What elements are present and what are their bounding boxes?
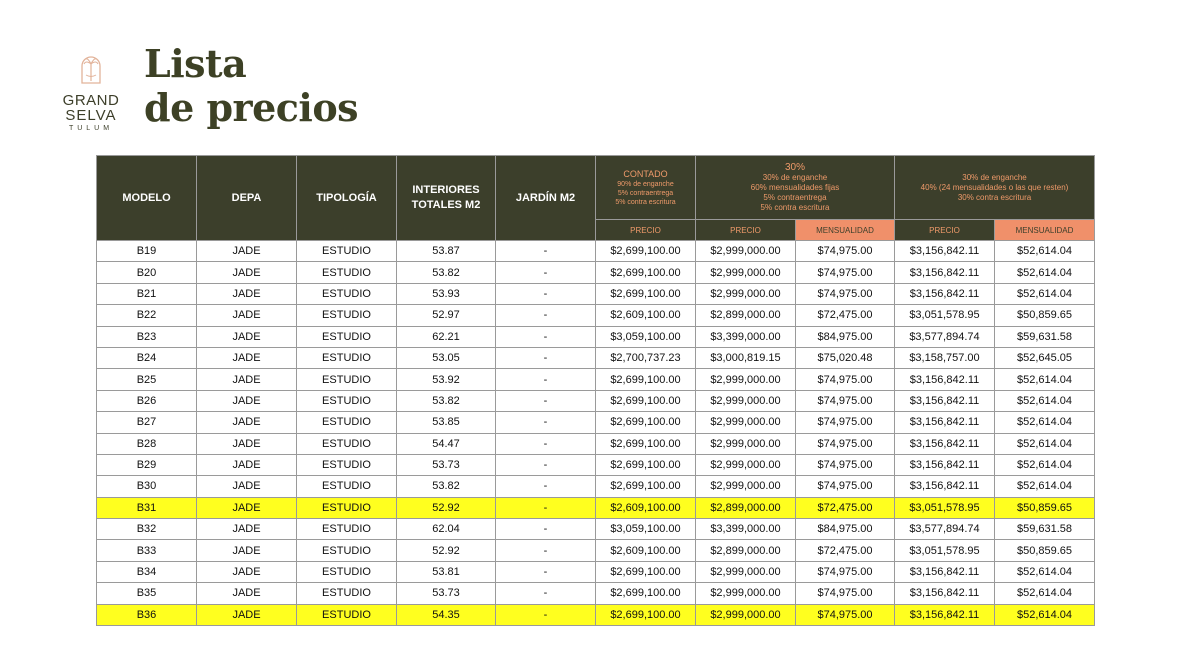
interiores-line2: TOTALES M2 bbox=[411, 199, 481, 211]
cell-plan40-precio: $3,156,842.11 bbox=[895, 454, 995, 475]
brand-name-line2: SELVA bbox=[65, 107, 117, 124]
group-header-plan40 bbox=[895, 156, 1095, 220]
cell-plan30-mensualidad: $74,975.00 bbox=[796, 433, 895, 454]
cell-modelo: B33 bbox=[97, 540, 197, 561]
contado-line3: 5% contra escritura bbox=[615, 198, 676, 206]
cell-interiores: 53.93 bbox=[397, 283, 496, 304]
cell-plan40-mensualidad: $52,614.04 bbox=[995, 561, 1095, 582]
cell-plan30-mensualidad: $84,975.00 bbox=[796, 519, 895, 540]
cell-plan30-mensualidad: $74,975.00 bbox=[796, 583, 895, 604]
cell-tipologia: ESTUDIO bbox=[297, 561, 397, 582]
cell-interiores: 53.82 bbox=[397, 476, 496, 497]
cell-plan30-precio: $2,999,000.00 bbox=[696, 561, 796, 582]
cell-plan40-precio: $3,156,842.11 bbox=[895, 283, 995, 304]
table-row bbox=[97, 476, 1095, 497]
table-row bbox=[97, 433, 1095, 454]
cell-plan30-precio: $2,999,000.00 bbox=[696, 241, 796, 262]
page-title bbox=[144, 42, 358, 130]
cell-plan40-mensualidad: $52,614.04 bbox=[995, 433, 1095, 454]
cell-plan40-mensualidad: $52,614.04 bbox=[995, 604, 1095, 625]
group-header-contado bbox=[596, 156, 696, 220]
cell-jardin: - bbox=[496, 262, 596, 283]
cell-plan40-precio: $3,156,842.11 bbox=[895, 583, 995, 604]
cell-plan30-precio: $2,899,000.00 bbox=[696, 497, 796, 518]
cell-jardin: - bbox=[496, 283, 596, 304]
cell-depa: JADE bbox=[197, 604, 297, 625]
cell-plan40-mensualidad: $59,631.58 bbox=[995, 519, 1095, 540]
cell-contado-precio: $2,699,100.00 bbox=[596, 390, 696, 411]
cell-depa: JADE bbox=[197, 326, 297, 347]
cell-tipologia: ESTUDIO bbox=[297, 305, 397, 326]
cell-plan40-precio: $3,156,842.11 bbox=[895, 476, 995, 497]
cell-tipologia: ESTUDIO bbox=[297, 369, 397, 390]
cell-plan40-precio: $3,156,842.11 bbox=[895, 604, 995, 625]
cell-plan30-precio: $3,399,000.00 bbox=[696, 519, 796, 540]
cell-tipologia: ESTUDIO bbox=[297, 519, 397, 540]
cell-plan40-precio: $3,051,578.95 bbox=[895, 540, 995, 561]
table-row bbox=[97, 241, 1095, 262]
cell-plan30-precio: $2,999,000.00 bbox=[696, 454, 796, 475]
cell-modelo: B30 bbox=[97, 476, 197, 497]
cell-interiores: 62.21 bbox=[397, 326, 496, 347]
cell-interiores: 53.82 bbox=[397, 262, 496, 283]
cell-interiores: 62.04 bbox=[397, 519, 496, 540]
cell-tipologia: ESTUDIO bbox=[297, 241, 397, 262]
cell-plan30-mensualidad: $72,475.00 bbox=[796, 540, 895, 561]
cell-tipologia: ESTUDIO bbox=[297, 433, 397, 454]
cell-plan40-precio: $3,577,894.74 bbox=[895, 519, 995, 540]
cell-depa: JADE bbox=[197, 561, 297, 582]
table-row bbox=[97, 497, 1095, 518]
cell-jardin: - bbox=[496, 390, 596, 411]
cell-contado-precio: $3,059,100.00 bbox=[596, 519, 696, 540]
cell-plan30-mensualidad: $72,475.00 bbox=[796, 305, 895, 326]
table-row bbox=[97, 583, 1095, 604]
cell-plan40-precio: $3,156,842.11 bbox=[895, 241, 995, 262]
cell-plan40-mensualidad: $52,614.04 bbox=[995, 283, 1095, 304]
cell-plan30-mensualidad: $74,975.00 bbox=[796, 241, 895, 262]
cell-jardin: - bbox=[496, 326, 596, 347]
interiores-line1: INTERIORES bbox=[412, 184, 480, 196]
cell-plan30-precio: $2,999,000.00 bbox=[696, 369, 796, 390]
cell-plan40-mensualidad: $50,859.65 bbox=[995, 540, 1095, 561]
cell-modelo: B31 bbox=[97, 497, 197, 518]
cell-plan40-precio: $3,156,842.11 bbox=[895, 412, 995, 433]
cell-tipologia: ESTUDIO bbox=[297, 390, 397, 411]
cell-plan30-mensualidad: $74,975.00 bbox=[796, 412, 895, 433]
col-header-jardin: JARDÍN M2 bbox=[496, 156, 596, 241]
cell-interiores: 53.92 bbox=[397, 369, 496, 390]
cell-modelo: B32 bbox=[97, 519, 197, 540]
subheader-plan30-mensualidad: MENSUALIDAD bbox=[796, 220, 895, 241]
cell-contado-precio: $3,059,100.00 bbox=[596, 326, 696, 347]
cell-interiores: 53.87 bbox=[397, 241, 496, 262]
cell-tipologia: ESTUDIO bbox=[297, 326, 397, 347]
cell-tipologia: ESTUDIO bbox=[297, 412, 397, 433]
cell-plan30-mensualidad: $84,975.00 bbox=[796, 326, 895, 347]
cell-contado-precio: $2,609,100.00 bbox=[596, 497, 696, 518]
plan30-line2: 60% mensualidades fijas bbox=[750, 183, 840, 192]
subheader-plan40-mensualidad: MENSUALIDAD bbox=[995, 220, 1095, 241]
cell-jardin: - bbox=[496, 412, 596, 433]
cell-modelo: B27 bbox=[97, 412, 197, 433]
table-row bbox=[97, 369, 1095, 390]
cell-plan30-precio: $2,999,000.00 bbox=[696, 433, 796, 454]
cell-modelo: B21 bbox=[97, 283, 197, 304]
brand-location: TULUM bbox=[68, 125, 114, 132]
group-header-plan30 bbox=[696, 156, 895, 220]
cell-plan40-mensualidad: $52,614.04 bbox=[995, 369, 1095, 390]
cell-plan30-mensualidad: $72,475.00 bbox=[796, 497, 895, 518]
cell-contado-precio: $2,609,100.00 bbox=[596, 305, 696, 326]
table-row bbox=[97, 519, 1095, 540]
cell-jardin: - bbox=[496, 433, 596, 454]
cell-plan30-precio: $2,999,000.00 bbox=[696, 476, 796, 497]
cell-plan40-precio: $3,156,842.11 bbox=[895, 433, 995, 454]
cell-interiores: 54.47 bbox=[397, 433, 496, 454]
cell-interiores: 52.97 bbox=[397, 305, 496, 326]
cell-contado-precio: $2,700,737.23 bbox=[596, 347, 696, 368]
cell-contado-precio: $2,699,100.00 bbox=[596, 262, 696, 283]
header-row bbox=[97, 156, 1095, 220]
cell-depa: JADE bbox=[197, 305, 297, 326]
cell-jardin: - bbox=[496, 497, 596, 518]
cell-tipologia: ESTUDIO bbox=[297, 497, 397, 518]
cell-contado-precio: $2,699,100.00 bbox=[596, 454, 696, 475]
cell-interiores: 53.05 bbox=[397, 347, 496, 368]
cell-plan40-mensualidad: $52,614.04 bbox=[995, 476, 1095, 497]
cell-contado-precio: $2,699,100.00 bbox=[596, 241, 696, 262]
subheader-plan30-precio: PRECIO bbox=[696, 220, 796, 241]
cell-modelo: B19 bbox=[97, 241, 197, 262]
col-header-modelo: MODELO bbox=[97, 156, 197, 241]
cell-plan30-precio: $2,999,000.00 bbox=[696, 390, 796, 411]
cell-modelo: B29 bbox=[97, 454, 197, 475]
table-row bbox=[97, 604, 1095, 625]
title-line1: Lista bbox=[144, 41, 247, 86]
table-row bbox=[97, 283, 1095, 304]
cell-depa: JADE bbox=[197, 519, 297, 540]
cell-plan30-mensualidad: $74,975.00 bbox=[796, 561, 895, 582]
cell-jardin: - bbox=[496, 369, 596, 390]
cell-jardin: - bbox=[496, 347, 596, 368]
cell-tipologia: ESTUDIO bbox=[297, 454, 397, 475]
cell-depa: JADE bbox=[197, 283, 297, 304]
cell-plan30-precio: $2,899,000.00 bbox=[696, 305, 796, 326]
plan30-line1: 30% de enganche bbox=[762, 173, 828, 182]
cell-plan30-precio: $2,999,000.00 bbox=[696, 262, 796, 283]
cell-interiores: 52.92 bbox=[397, 497, 496, 518]
contado-line1: 90% de enganche bbox=[617, 180, 674, 188]
cell-modelo: B20 bbox=[97, 262, 197, 283]
cell-plan30-precio: $3,000,819.15 bbox=[696, 347, 796, 368]
cell-tipologia: ESTUDIO bbox=[297, 262, 397, 283]
cell-plan30-precio: $2,999,000.00 bbox=[696, 604, 796, 625]
title-line2: de precios bbox=[144, 85, 359, 130]
cell-jardin: - bbox=[496, 583, 596, 604]
cell-depa: JADE bbox=[197, 412, 297, 433]
cell-plan30-mensualidad: $74,975.00 bbox=[796, 262, 895, 283]
cell-depa: JADE bbox=[197, 540, 297, 561]
cell-plan40-precio: $3,577,894.74 bbox=[895, 326, 995, 347]
cell-contado-precio: $2,609,100.00 bbox=[596, 540, 696, 561]
cell-plan40-mensualidad: $52,614.04 bbox=[995, 583, 1095, 604]
cell-interiores: 53.85 bbox=[397, 412, 496, 433]
cell-contado-precio: $2,699,100.00 bbox=[596, 561, 696, 582]
cell-jardin: - bbox=[496, 561, 596, 582]
cell-tipologia: ESTUDIO bbox=[297, 476, 397, 497]
table-row bbox=[97, 347, 1095, 368]
table-row bbox=[97, 561, 1095, 582]
cell-plan30-mensualidad: $74,975.00 bbox=[796, 454, 895, 475]
price-table bbox=[96, 155, 1095, 626]
cell-jardin: - bbox=[496, 305, 596, 326]
cell-plan30-mensualidad: $75,020.48 bbox=[796, 347, 895, 368]
cell-plan40-precio: $3,158,757.00 bbox=[895, 347, 995, 368]
table-row bbox=[97, 540, 1095, 561]
cell-depa: JADE bbox=[197, 583, 297, 604]
cell-plan30-precio: $3,399,000.00 bbox=[696, 326, 796, 347]
cell-plan30-mensualidad: $74,975.00 bbox=[796, 390, 895, 411]
cell-modelo: B23 bbox=[97, 326, 197, 347]
cell-modelo: B26 bbox=[97, 390, 197, 411]
cell-modelo: B35 bbox=[97, 583, 197, 604]
table-row bbox=[97, 454, 1095, 475]
table-row bbox=[97, 305, 1095, 326]
cell-tipologia: ESTUDIO bbox=[297, 283, 397, 304]
cell-depa: JADE bbox=[197, 433, 297, 454]
cell-depa: JADE bbox=[197, 347, 297, 368]
cell-modelo: B22 bbox=[97, 305, 197, 326]
table-row bbox=[97, 412, 1095, 433]
cell-plan30-mensualidad: $74,975.00 bbox=[796, 604, 895, 625]
table-row bbox=[97, 262, 1095, 283]
cell-tipologia: ESTUDIO bbox=[297, 583, 397, 604]
cell-interiores: 53.73 bbox=[397, 454, 496, 475]
cell-jardin: - bbox=[496, 241, 596, 262]
palm-emblem-icon bbox=[78, 50, 104, 86]
cell-depa: JADE bbox=[197, 497, 297, 518]
cell-interiores: 53.73 bbox=[397, 583, 496, 604]
cell-plan30-mensualidad: $74,975.00 bbox=[796, 369, 895, 390]
cell-jardin: - bbox=[496, 519, 596, 540]
cell-plan40-mensualidad: $59,631.58 bbox=[995, 326, 1095, 347]
cell-interiores: 53.82 bbox=[397, 390, 496, 411]
cell-interiores: 54.35 bbox=[397, 604, 496, 625]
cell-contado-precio: $2,699,100.00 bbox=[596, 604, 696, 625]
contado-line2: 5% contraentrega bbox=[617, 189, 674, 197]
cell-plan40-precio: $3,051,578.95 bbox=[895, 497, 995, 518]
brand-name-line1: GRAND bbox=[62, 92, 120, 109]
plan40-line2: 40% (24 mensualidades o las que resten) bbox=[920, 182, 1069, 192]
cell-plan30-mensualidad: $74,975.00 bbox=[796, 283, 895, 304]
cell-contado-precio: $2,699,100.00 bbox=[596, 583, 696, 604]
cell-contado-precio: $2,699,100.00 bbox=[596, 476, 696, 497]
cell-contado-precio: $2,699,100.00 bbox=[596, 412, 696, 433]
cell-depa: JADE bbox=[197, 241, 297, 262]
cell-plan30-precio: $2,999,000.00 bbox=[696, 283, 796, 304]
cell-jardin: - bbox=[496, 454, 596, 475]
cell-plan40-precio: $3,156,842.11 bbox=[895, 262, 995, 283]
table-row bbox=[97, 390, 1095, 411]
cell-plan40-mensualidad: $50,859.65 bbox=[995, 497, 1095, 518]
brand-logo bbox=[48, 50, 134, 142]
col-header-tipologia: TIPOLOGÍA bbox=[297, 156, 397, 241]
cell-modelo: B24 bbox=[97, 347, 197, 368]
col-header-interiores bbox=[397, 156, 496, 241]
plan30-line4: 5% contra escritura bbox=[760, 203, 830, 212]
cell-plan40-precio: $3,051,578.95 bbox=[895, 305, 995, 326]
price-table-body bbox=[97, 241, 1095, 626]
col-header-depa: DEPA bbox=[197, 156, 297, 241]
plan30-line3: 5% contraentrega bbox=[763, 193, 827, 202]
cell-plan40-mensualidad: $52,645.05 bbox=[995, 347, 1095, 368]
cell-depa: JADE bbox=[197, 262, 297, 283]
cell-depa: JADE bbox=[197, 390, 297, 411]
cell-plan40-mensualidad: $52,614.04 bbox=[995, 262, 1095, 283]
cell-depa: JADE bbox=[197, 476, 297, 497]
cell-depa: JADE bbox=[197, 369, 297, 390]
cell-plan40-mensualidad: $50,859.65 bbox=[995, 305, 1095, 326]
cell-plan40-mensualidad: $52,614.04 bbox=[995, 412, 1095, 433]
subheader-contado-precio: PRECIO bbox=[596, 220, 696, 241]
cell-modelo: B36 bbox=[97, 604, 197, 625]
cell-interiores: 52.92 bbox=[397, 540, 496, 561]
cell-jardin: - bbox=[496, 476, 596, 497]
plan30-title: 30% bbox=[784, 162, 805, 173]
cell-interiores: 53.81 bbox=[397, 561, 496, 582]
cell-modelo: B28 bbox=[97, 433, 197, 454]
cell-contado-precio: $2,699,100.00 bbox=[596, 433, 696, 454]
subheader-plan40-precio: PRECIO bbox=[895, 220, 995, 241]
cell-contado-precio: $2,699,100.00 bbox=[596, 283, 696, 304]
cell-plan30-precio: $2,999,000.00 bbox=[696, 583, 796, 604]
cell-tipologia: ESTUDIO bbox=[297, 604, 397, 625]
cell-plan30-precio: $2,999,000.00 bbox=[696, 412, 796, 433]
plan40-line1: 30% de enganche bbox=[962, 172, 1027, 182]
table-row bbox=[97, 326, 1095, 347]
cell-plan30-mensualidad: $74,975.00 bbox=[796, 476, 895, 497]
cell-jardin: - bbox=[496, 604, 596, 625]
cell-tipologia: ESTUDIO bbox=[297, 347, 397, 368]
cell-plan40-precio: $3,156,842.11 bbox=[895, 390, 995, 411]
cell-jardin: - bbox=[496, 540, 596, 561]
cell-plan40-precio: $3,156,842.11 bbox=[895, 561, 995, 582]
contado-title: CONTADO bbox=[623, 168, 668, 179]
cell-tipologia: ESTUDIO bbox=[297, 540, 397, 561]
cell-plan40-mensualidad: $52,614.04 bbox=[995, 241, 1095, 262]
cell-contado-precio: $2,699,100.00 bbox=[596, 369, 696, 390]
plan40-line3: 30% contra escritura bbox=[957, 192, 1032, 202]
cell-plan40-precio: $3,156,842.11 bbox=[895, 369, 995, 390]
cell-depa: JADE bbox=[197, 454, 297, 475]
cell-plan40-mensualidad: $52,614.04 bbox=[995, 390, 1095, 411]
cell-plan30-precio: $2,899,000.00 bbox=[696, 540, 796, 561]
cell-modelo: B25 bbox=[97, 369, 197, 390]
cell-modelo: B34 bbox=[97, 561, 197, 582]
cell-plan40-mensualidad: $52,614.04 bbox=[995, 454, 1095, 475]
